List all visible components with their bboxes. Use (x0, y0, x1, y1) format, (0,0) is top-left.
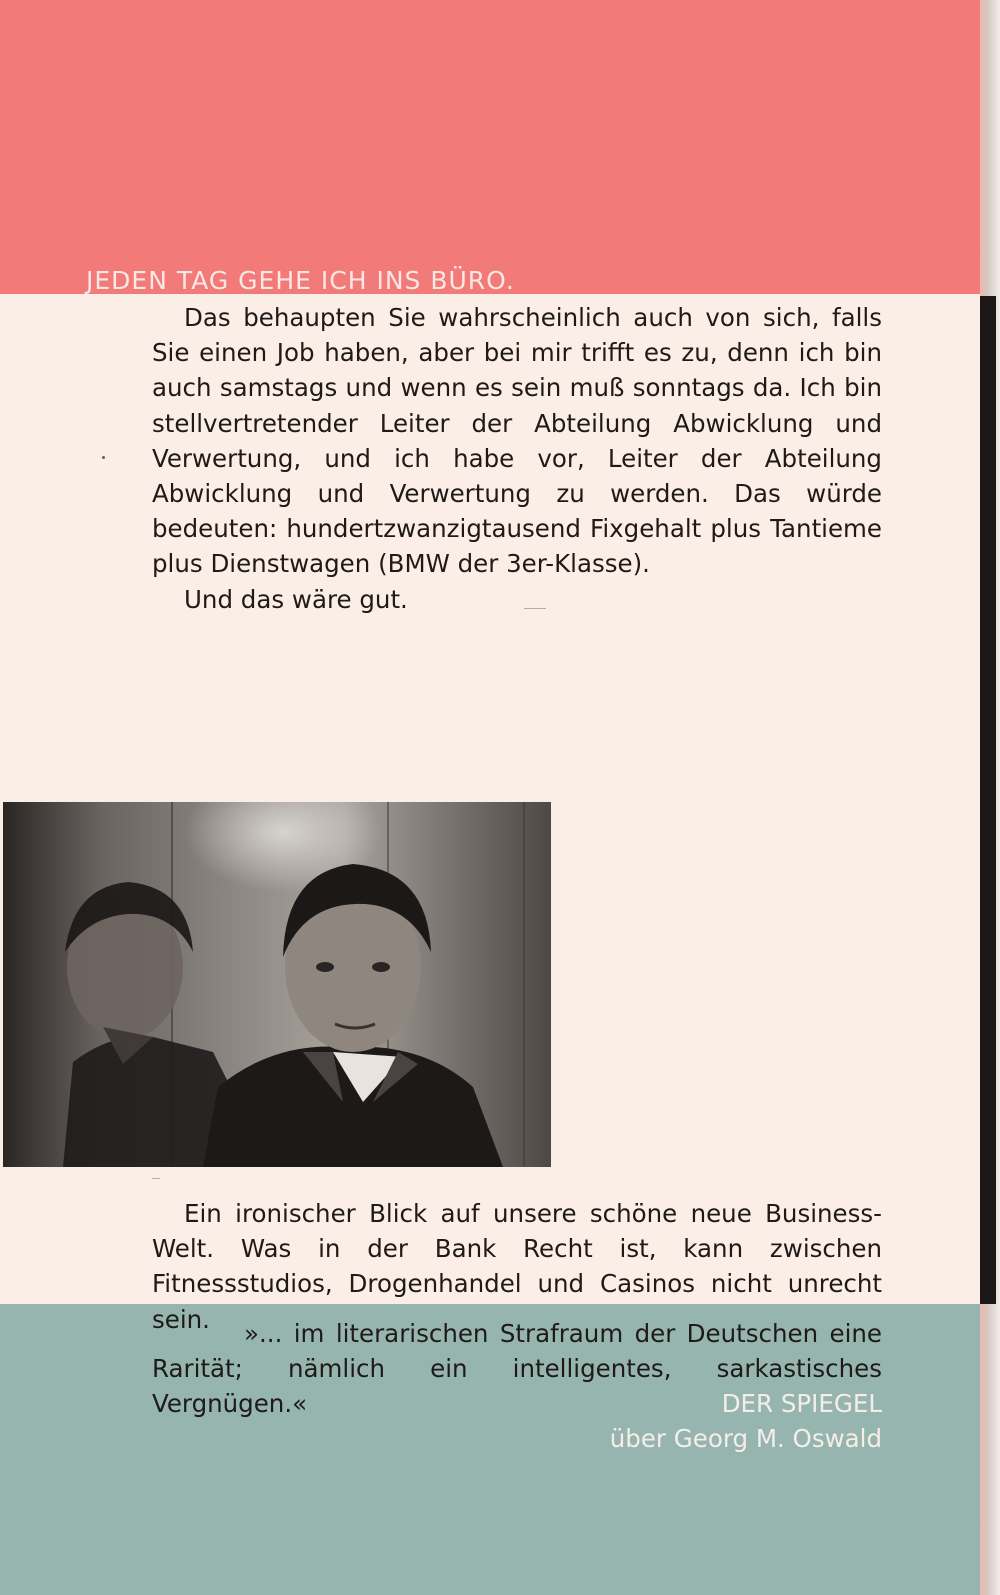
intro-paragraph-2: Und das wäre gut. (184, 584, 408, 614)
intro-paragraph-1: Das behaupten Sie wahrscheinlich auch von sich, falls Sie einen Job haben, aber bei mir trifft es zu, denn ich bin auch samstags und wenn es sein muß sonntags da. Ich bin stellvertretender Leiter der Abteilung Abwicklung und Verwertung, und ich habe vor, Leiter der Abteilung Abwicklung und Verwertung zu werden. Das würde bedeuten: hundertzwanzigtausend Fixgehalt plus Tantieme plus Dienstwagen (BMW der 3er-Klasse). (152, 303, 882, 579)
print-mark (524, 608, 546, 609)
intro-text (152, 300, 882, 617)
blurb-paragraph: Ein ironischer Blick auf unsere schöne neue Business-Welt. Was in der Bank Recht ist, kann zwischen Fitnessstudios, Drogenhandel und Casinos nicht unrecht sein. (152, 1199, 882, 1334)
quote-about-author: über Georg M. Oswald (609, 1424, 882, 1454)
book-spine-dark-strip (980, 296, 996, 1304)
press-quote-text: »... im literarischen Strafraum der Deutschen eine Rarität; nämlich ein intelligentes, sarkastisches Vergnügen.« (152, 1319, 882, 1419)
author-photo (3, 802, 551, 1167)
quote-publication: DER SPIEGEL (721, 1389, 882, 1418)
print-mark (152, 1178, 160, 1179)
top-color-band (0, 0, 984, 294)
author-photo-figures (3, 802, 551, 1167)
quote-source (610, 1386, 882, 1456)
author-figure (203, 864, 503, 1167)
print-speck (102, 456, 105, 459)
kicker-heading: JEDEN TAG GEHE ICH INS BÜRO. (86, 266, 515, 295)
